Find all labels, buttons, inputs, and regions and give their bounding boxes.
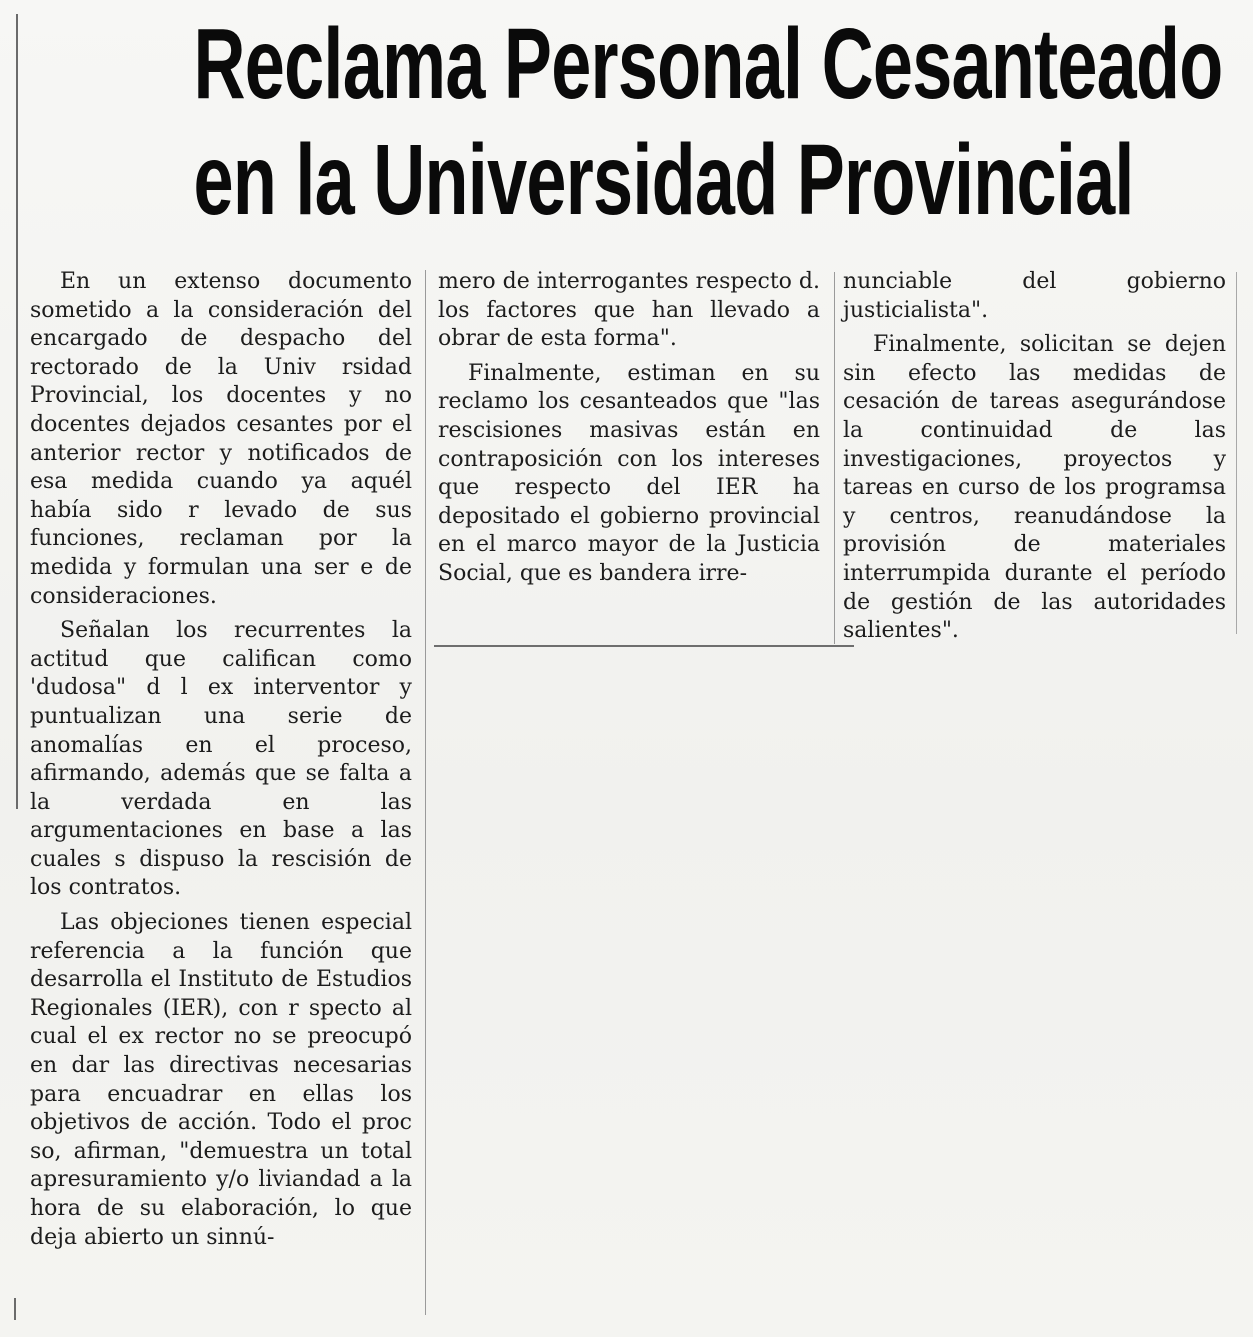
paragraph: En un extenso documento sometido a la consideración del encargado de despacho del rectorado de la Univ rsidad Provincial, los docentes y no docentes dejados cesantes por el anterior rector y notificados de esa medida cuando ya aquél había sido r levado de sus funciones, reclaman por la medida y formulan una ser e de consideraciones. bbox=[30, 269, 412, 609]
paragraph: nunciable del gobierno justicialista". bbox=[843, 269, 1226, 323]
headline-line-2: en la Universidad Provincial bbox=[193, 124, 1134, 236]
paragraph: Finalmente, estiman en su reclamo los cesanteados que "las rescisiones masivas están en contraposición con los intereses que respecto del IER ha depositado el gobierno provincial en el marco mayor de la Justicia Social, que es bandera irre- bbox=[438, 360, 820, 586]
paragraph: mero de interrogantes respecto d. los factores que han llevado a obrar de esta forma". bbox=[438, 269, 820, 352]
paragraph: Finalmente, solicitan se dejen sin efecto las medidas de cesación de tareas asegurándose la continuidad de las investigaciones, proyectos y tareas en curso de los programsa y centros, reanudándose la provisión de materiales interrumpida durante el período de gestión de las autoridades salientes". bbox=[843, 332, 1226, 644]
left-border-rule bbox=[16, 14, 18, 809]
column-divider bbox=[1236, 272, 1237, 634]
article-column-1 bbox=[30, 268, 412, 1252]
left-border-rule-bottom bbox=[14, 1298, 16, 1320]
article-column-3 bbox=[843, 268, 1226, 646]
article-column-2 bbox=[438, 268, 820, 589]
column-divider bbox=[834, 272, 835, 644]
headline-line-1: Reclama Personal Cesanteado bbox=[193, 8, 1223, 120]
article-end-rule bbox=[434, 645, 854, 647]
headline bbox=[193, 6, 1223, 238]
paragraph: Las objeciones tienen especial referencia a la función que desarrolla el Instituto de Estudios Regionales (IER), con r specto al cual el ex rector no se preocupó en dar las directivas necesarias para encuadrar en ellas los objetivos de acción. Todo el proc so, afirman, "demuestra un total apresuramiento y/o liviandad a la hora de su elaboración, lo que deja abierto un sinnú- bbox=[30, 910, 412, 1250]
paragraph: Señalan los recurrentes la actitud que califican como 'dudosa" d l ex interventor y puntualizan una serie de anomalías en el proceso, afirmando, además que se falta a la verdada en las argumentaciones en base a las cuales s dispuso la rescisión de los contratos. bbox=[30, 618, 412, 901]
column-divider bbox=[425, 270, 426, 1315]
